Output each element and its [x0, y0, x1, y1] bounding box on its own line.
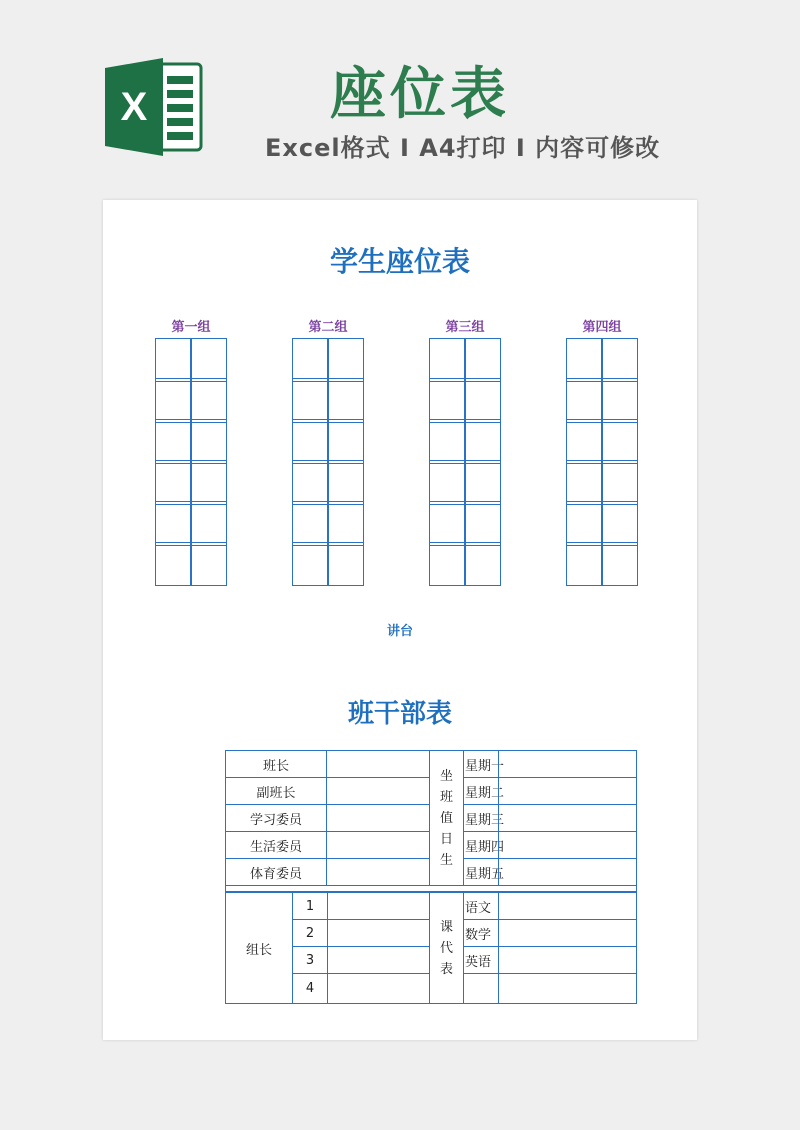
sheet-title: 学生座位表 [329, 245, 470, 278]
seat-row-divider [156, 501, 226, 505]
role-name-cell[interactable] [326, 858, 430, 886]
seat-row-divider [430, 501, 500, 505]
role-cell: 生活委员 [225, 831, 327, 859]
seat-row-divider [293, 419, 363, 423]
group-2 [292, 318, 364, 586]
seat-row-divider [567, 542, 637, 546]
duty-char: 值 [439, 810, 453, 826]
group-1 [155, 318, 227, 586]
group-label: 第一组 [171, 320, 211, 335]
seat-row-divider [430, 378, 500, 382]
group-number-cell: 2 [292, 919, 328, 947]
rep-char: 课 [439, 919, 453, 935]
group-label: 第二组 [308, 320, 348, 335]
seat-row-divider [156, 378, 226, 382]
header-title: 座位表 [330, 62, 510, 127]
rep-name-cell[interactable] [498, 946, 637, 974]
seat-row-divider [567, 419, 637, 423]
rep-name-cell[interactable] [498, 919, 637, 947]
seat-row-divider [156, 419, 226, 423]
role-cell: 体育委员 [225, 858, 327, 886]
duty-label-cell [429, 750, 464, 886]
group-4 [566, 318, 638, 586]
seat-row-divider [430, 419, 500, 423]
seat-row-divider [156, 460, 226, 464]
duty-name-cell[interactable] [498, 777, 637, 805]
header [0, 0, 800, 200]
seat-row-divider [567, 460, 637, 464]
leader-name-cell[interactable] [327, 892, 430, 920]
group-label: 第四组 [582, 320, 622, 335]
duty-name-cell[interactable] [498, 750, 637, 778]
leader-name-cell[interactable] [327, 919, 430, 947]
leader-name-cell[interactable] [327, 973, 430, 1004]
weekday-cell: 星期三 [463, 804, 499, 832]
group-number-cell: 1 [292, 892, 328, 920]
podium-label: 讲台 [386, 624, 413, 639]
rep-name-cell[interactable] [498, 892, 637, 920]
role-cell: 学习委员 [225, 804, 327, 832]
group-leader-label-cell: 组长 [225, 892, 293, 1004]
excel-icon [105, 58, 205, 156]
subject-cell: 语文 [463, 892, 499, 920]
seat-row-divider [293, 460, 363, 464]
role-cell: 副班长 [225, 777, 327, 805]
cadre-table [225, 750, 637, 1004]
weekday-cell: 星期一 [463, 750, 499, 778]
seat-grid[interactable] [292, 338, 364, 586]
duty-char: 日 [439, 831, 453, 847]
seat-row-divider [430, 460, 500, 464]
duty-char: 坐 [439, 768, 453, 784]
header-subtitle: Excel格式 I A4打印 I 内容可修改 [265, 134, 661, 162]
duty-name-cell[interactable] [498, 804, 637, 832]
rep-name-cell[interactable] [498, 973, 637, 1004]
cadre-title: 班干部表 [347, 699, 452, 729]
duty-name-cell[interactable] [498, 858, 637, 886]
excel-logo-letter: X [120, 85, 148, 129]
seat-row-divider [156, 542, 226, 546]
seat-grid[interactable] [155, 338, 227, 586]
seat-row-divider [567, 378, 637, 382]
duty-char: 生 [439, 852, 453, 868]
subject-cell: 数学 [463, 919, 499, 947]
rep-label-cell [429, 892, 464, 1004]
seat-row-divider [293, 378, 363, 382]
rep-char: 代 [439, 940, 453, 956]
weekday-cell: 星期二 [463, 777, 499, 805]
rep-char: 表 [439, 961, 453, 977]
group-3 [429, 318, 501, 586]
role-name-cell[interactable] [326, 777, 430, 805]
weekday-cell: 星期四 [463, 831, 499, 859]
subject-cell: 英语 [463, 946, 499, 974]
section-divider [225, 885, 637, 892]
role-cell: 班长 [225, 750, 327, 778]
seat-row-divider [293, 542, 363, 546]
role-name-cell[interactable] [326, 831, 430, 859]
duty-char: 班 [439, 789, 453, 805]
duty-name-cell[interactable] [498, 831, 637, 859]
seat-row-divider [430, 542, 500, 546]
group-number-cell: 4 [292, 973, 328, 1004]
seat-grid[interactable] [566, 338, 638, 586]
role-name-cell[interactable] [326, 750, 430, 778]
seat-grid[interactable] [429, 338, 501, 586]
subject-cell-empty[interactable] [463, 973, 499, 1004]
leader-name-cell[interactable] [327, 946, 430, 974]
group-label: 第三组 [445, 320, 485, 335]
role-name-cell[interactable] [326, 804, 430, 832]
seat-row-divider [567, 501, 637, 505]
group-number-cell: 3 [292, 946, 328, 974]
seating-sheet [103, 200, 697, 1040]
seat-row-divider [293, 501, 363, 505]
weekday-cell: 星期五 [463, 858, 499, 886]
